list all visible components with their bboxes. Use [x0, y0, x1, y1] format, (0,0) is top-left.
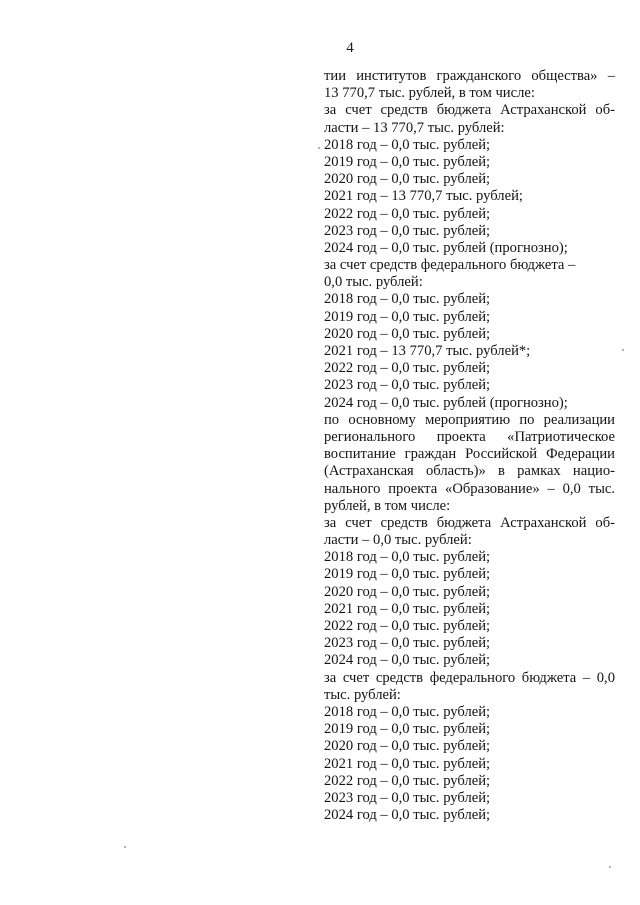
text-line: за счет средств федерального бюджета – 0,0 [324, 669, 615, 686]
text-line: за счет средств бюджета Астраханской об- [324, 102, 615, 119]
text-line: тыс. рублей: [324, 686, 401, 703]
text-line: 2023 год – 0,0 тыс. рублей; [324, 222, 491, 239]
scan-speck [124, 846, 126, 848]
text-line: за счет средств бюджета Астраханской об- [324, 514, 615, 531]
text-line: ласти – 13 770,7 тыс. рублей: [324, 119, 505, 136]
text-line: 13 770,7 тыс. рублей, в том числе: [324, 85, 535, 102]
text-line: рублей, в том числе: [324, 497, 451, 514]
text-line: по основному мероприятию по реализации [324, 411, 615, 428]
text-line: 2024 год – 0,0 тыс. рублей (прогнозно); [324, 394, 568, 411]
text-line: 2021 год – 0,0 тыс. рублей; [324, 600, 491, 617]
text-line: 2021 год – 13 770,7 тыс. рублей; [324, 188, 523, 205]
page-number: 4 [346, 40, 354, 56]
text-line: 2019 год – 0,0 тыс. рублей; [324, 566, 491, 583]
text-line: 2019 год – 0,0 тыс. рублей; [324, 308, 491, 325]
body-text-column [324, 68, 615, 824]
text-line: 0,0 тыс. рублей: [324, 274, 423, 291]
text-line: (Астраханская область)» в рамках нацио- [324, 463, 615, 480]
scan-speck [318, 147, 320, 149]
text-line: 2022 год – 0,0 тыс. рублей; [324, 772, 491, 789]
scan-speck [622, 349, 624, 351]
text-line: за счет средств федерального бюджета – [324, 257, 576, 274]
text-line: 2021 год – 13 770,7 тыс. рублей*; [324, 343, 531, 359]
text-line: 2018 год – 0,0 тыс. рублей; [324, 291, 491, 308]
text-line: 2018 год – 0,0 тыс. рублей; [324, 136, 491, 153]
text-line: 2018 год – 0,0 тыс. рублей; [324, 549, 491, 566]
text-line: ласти – 0,0 тыс. рублей: [324, 532, 472, 549]
text-line: 2020 год – 0,0 тыс. рублей; [324, 171, 491, 188]
text-line: 2024 год – 0,0 тыс. рублей (прогнозно); [324, 239, 568, 256]
text-line: 2022 год – 0,0 тыс. рублей; [324, 360, 491, 377]
text-line: 2020 год – 0,0 тыс. рублей; [324, 325, 491, 342]
text-line: регионального проекта «Патриотическое [324, 428, 615, 445]
text-line: нального проекта «Образование» – 0,0 тыс. [324, 480, 615, 497]
text-line: 2019 год – 0,0 тыс. рублей; [324, 721, 491, 738]
text-line: 2022 год – 0,0 тыс. рублей; [324, 205, 491, 222]
text-line: 2019 год – 0,0 тыс. рублей; [324, 153, 491, 170]
text-line: 2020 год – 0,0 тыс. рублей; [324, 738, 491, 755]
text-line: 2023 год – 0,0 тыс. рублей; [324, 789, 491, 806]
text-line: 2024 год – 0,0 тыс. рублей; [324, 807, 491, 824]
text-line: 2023 год – 0,0 тыс. рублей; [324, 377, 491, 394]
text-line: 2024 год – 0,0 тыс. рублей; [324, 652, 491, 669]
text-line: воспитание граждан Российской Федерации [324, 446, 615, 463]
text-line: 2023 год – 0,0 тыс. рублей; [324, 635, 491, 652]
text-line: 2021 год – 0,0 тыс. рублей; [324, 755, 491, 772]
text-line: 2018 год – 0,0 тыс. рублей; [324, 703, 491, 720]
text-line: 2020 год – 0,0 тыс. рублей; [324, 583, 491, 600]
text-line: 2022 год – 0,0 тыс. рублей; [324, 618, 491, 634]
text-line: тии институтов гражданского общества» – [324, 68, 615, 84]
scan-speck [609, 866, 611, 868]
